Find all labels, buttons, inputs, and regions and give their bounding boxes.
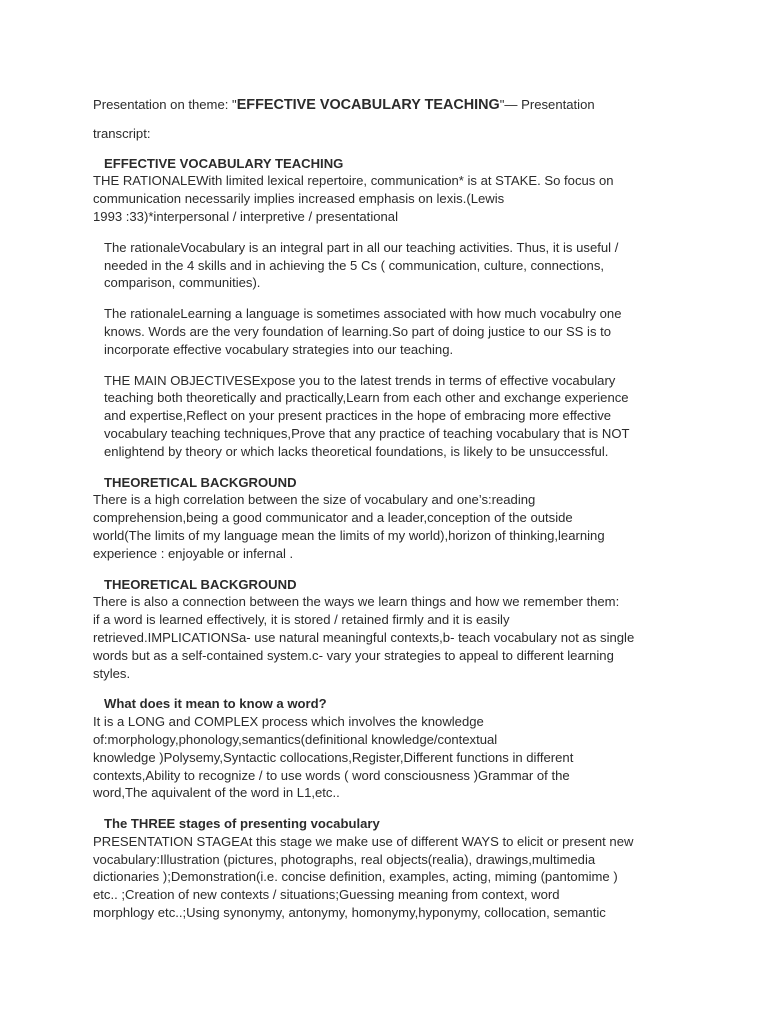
slide-inline-text: The rationaleVocabulary is an integral part in all our teaching activities. Thus, it is useful / needed in the 4 skills and in achieving the 5 Cs ( communication, culture, connections, comparison, communities). — [104, 239, 619, 291]
theme-title: EFFECTIVE VOCABULARY TEACHING — [236, 97, 500, 113]
slide-7 — [93, 695, 683, 802]
slide-heading: THEORETICAL BACKGROUND — [104, 576, 297, 592]
intro-suffix: "— Presentation — [499, 97, 595, 112]
slide-heading: EFFECTIVE VOCABULARY TEACHING — [104, 155, 344, 171]
intro-line — [93, 96, 683, 115]
slide-heading: The THREE stages of presenting vocabulary — [104, 816, 380, 832]
document-content — [93, 96, 683, 935]
intro-transcript-label: transcript: — [93, 125, 151, 141]
intro-prefix: Presentation on theme: " — [93, 97, 237, 112]
slide-8 — [93, 815, 683, 922]
slide-body: PRESENTATION STAGEAt this stage we make use of different WAYS to elicit or present new vocabulary:Illustration (pictures, photographs, real objects(realia), drawings,multimedia dictionaries );Demonstration(i.e. concise definition, examples, acting, miming (pantomime ) etc.. ;Creation of new contexts / situations;Guessing meaning from context, word morphlogy etc..;Using synonymy, antonymy, homonymy,hyponymy, collocation, semantic — [93, 833, 634, 921]
slide-body: THE RATIONALEWith limited lexical repertoire, communication* is at STAKE. So focus on communication necessarily implies increased emphasis on lexis.(Lewis 1993 :33)*interpersonal / interpretive / presentational — [93, 173, 614, 224]
slide-5 — [93, 474, 683, 563]
slide-3 — [93, 305, 683, 358]
slide-1 — [93, 155, 683, 226]
slide-inline-text: THE MAIN OBJECTIVESExpose you to the latest trends in terms of effective vocabulary teaching both theoretically and practically,Learn from each other and exchange experience and expertise,Reflect on your present practices in the hope of embracing more effective vocabulary teaching techniques,Prove that any practice of teaching vocabulary that is NOT enlightend by theory or which lacks theoretical foundations, is likely to be unsuccessful. — [104, 372, 630, 459]
slide-heading: THEORETICAL BACKGROUND — [104, 474, 297, 490]
slide-heading: What does it mean to know a word? — [104, 696, 327, 712]
slide-body: There is also a connection between the ways we learn things and how we remember them: if a word is learned effectively, it is stored / retained firmly and it is easily retrieved.IMPLICATIONSa- use natural meaningful contexts,b- teach vocabulary not as single words but as a self-contained system.c- vary your strategies to appeal to different learning styles. — [93, 594, 635, 681]
slide-body: It is a LONG and COMPLEX process which involves the knowledge of:morphology,phonology,semantics(definitional knowledge/contextual knowledge )Polysemy,Syntactic collocations,Register,Different functions in different contexts,Ability to recognize / to use words ( word consciousness )Grammar of the word,The aquivalent of the word in L1,etc.. — [93, 714, 574, 801]
slide-2 — [93, 239, 683, 292]
slide-inline-text: The rationaleLearning a language is sometimes associated with how much vocabulry one knows. Words are the very foundation of learning.So part of doing justice to our SS is to incorporate effective vocabulary strategies into our teaching. — [104, 306, 622, 357]
slide-4 — [93, 372, 683, 461]
slide-6 — [93, 576, 683, 683]
slide-body: There is a high correlation between the size of vocabulary and one’s:reading comprehension,being a good communicator and a leader,conception of the outside world(The limits of my language mean the limits of my world),horizon of thinking,learning experience : enjoyable or infernal . — [93, 492, 605, 561]
